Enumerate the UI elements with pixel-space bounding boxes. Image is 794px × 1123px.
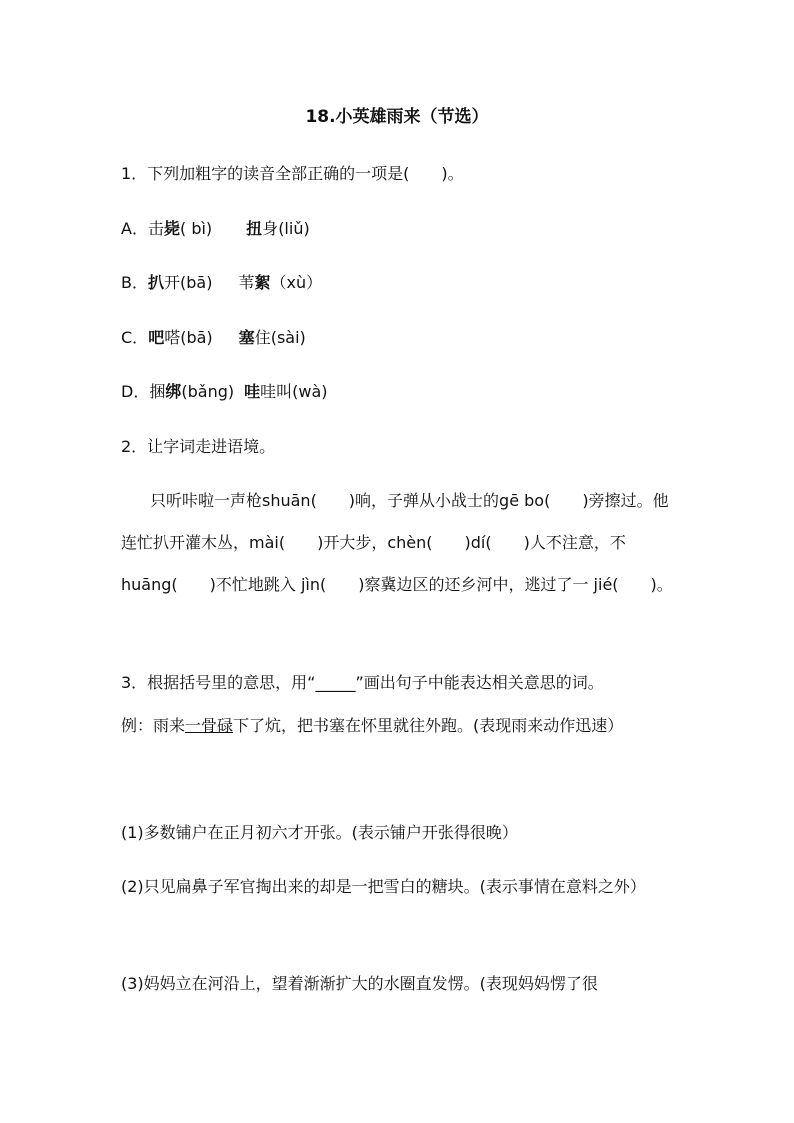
bold-char: 吧 — [148, 328, 165, 347]
bold-char: 絮 — [254, 273, 271, 292]
question-1-stem: 1．下列加粗字的读音全部正确的一项是( )。 — [121, 164, 464, 183]
underlined-word: 一骨碌 — [185, 716, 234, 735]
page-title: 18.小英雄雨来（节选） — [305, 107, 489, 127]
question-1-option-d: D．捆绑(bǎng) 哇哇叫(wà) — [121, 382, 328, 401]
pinyin: （xù） — [270, 273, 323, 292]
bold-char: 塞 — [238, 328, 255, 347]
question-2-passage: 只听咔啦一声枪shuān( )响，子弹从小战士的gē bo( )旁擦过。他连忙扒开灌木丛，mài( )开大步，chèn( )dí( )人不注意，不 huāng( )不忙地跳入 jìn( )察冀边区的还乡河中，逃过了一 jié( )。 — [121, 491, 673, 594]
option-letter: D． — [121, 382, 150, 401]
pinyin: (liǔ) — [278, 219, 310, 238]
question-3-item-1: (1)多数铺户在正月初六才开张。(表示铺户开张得很晚） — [121, 823, 518, 842]
question-3-example: 例：雨来一骨碌下了炕，把书塞在怀里就往外跑。(表现雨来动作迅速） — [121, 716, 624, 735]
question-1-option-b: B．扒开(bā) 苇絮（xù） — [121, 273, 323, 292]
question-2-stem: 2．让字词走进语境。 — [121, 437, 276, 456]
question-3-stem: 3．根据括号里的意思，用“_____”画出句子中能表达相关意思的词。 — [121, 673, 604, 692]
option-letter: A． — [121, 219, 148, 238]
bold-char: 扭 — [246, 219, 263, 238]
bold-char: 扒 — [147, 273, 164, 292]
option-letter: B． — [121, 273, 148, 292]
pinyin: (wà) — [292, 382, 328, 401]
pinyin: ( bì) — [179, 219, 213, 238]
pinyin: (sài) — [270, 328, 306, 347]
option-letter: C． — [121, 328, 149, 347]
pinyin: (bā) — [180, 273, 213, 292]
question-1-option-a: A．击毙( bì) 扭身(liǔ) — [121, 219, 310, 238]
question-1-option-c: C．吧嗒(bā) 塞住(sài) — [121, 328, 306, 347]
question-3-item-3: (3)妈妈立在河沿上，望着渐渐扩大的水圈直发愣。(表现妈妈愣了很 — [121, 974, 598, 993]
pinyin: (bā) — [180, 328, 213, 347]
bold-char: 哇 — [244, 382, 261, 401]
question-3-item-2: (2)只见扁鼻子军官掏出来的却是一把雪白的糖块。(表示事情在意料之外） — [121, 877, 646, 896]
bold-char: 毙 — [163, 219, 180, 238]
pinyin: (bǎng) — [181, 382, 235, 401]
bold-char: 绑 — [165, 382, 182, 401]
